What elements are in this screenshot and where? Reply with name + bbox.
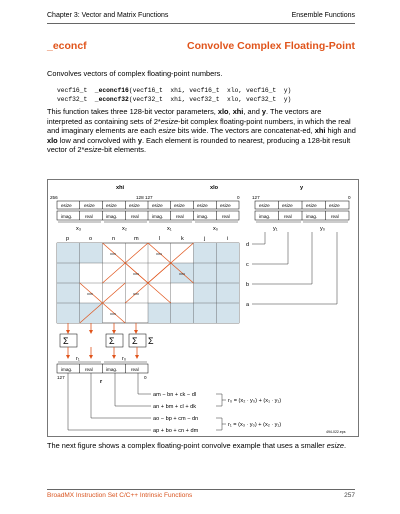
sigma-icon: Σ (63, 336, 69, 346)
bit-256: 256 (50, 195, 58, 200)
real-cell: real (85, 367, 93, 372)
r1-equation: r₁ = (x₃ ∙ y₀) + (x₂ ∙ y₁) (228, 422, 282, 428)
para-xhi: xhi (314, 126, 326, 135)
y-label: y (300, 185, 304, 191)
para-text: , and (243, 107, 262, 116)
col-letter: k (181, 236, 184, 242)
real-cell: real (176, 214, 184, 219)
page-number: 257 (344, 492, 355, 499)
result-bit-127: 127 (57, 375, 65, 380)
row-letter: c (246, 262, 249, 268)
para-y: y (137, 135, 142, 145)
col-letter: i (227, 236, 229, 242)
imag-cell: imag. (306, 214, 318, 219)
esize-cell: esize (84, 203, 95, 208)
description-paragraph (47, 107, 357, 155)
sigma-icon: Σ (148, 336, 154, 346)
sig1-args: (vecf16_t xhi, vecf16_t xlo, vecf16_t y) (128, 87, 292, 94)
para-text: low and convolved with (57, 135, 138, 145)
esize-cell: esize (259, 203, 270, 208)
r1-label: r₁ (76, 356, 80, 362)
col-letter: p (66, 236, 70, 242)
para-xlo: xlo (217, 107, 229, 116)
after-text: The next figure shows a complex floating-point convolve example that uses a smaller (47, 441, 327, 450)
product-grid (57, 243, 239, 323)
x0-label: x₀ (213, 226, 219, 232)
para-esize: esize (84, 145, 102, 154)
para-xlo: xlo (47, 135, 58, 145)
row-letter: d (246, 242, 250, 248)
r0-label: r₀ (122, 356, 127, 362)
imag-cell: imag. (61, 367, 73, 372)
sigma-icon: Σ (132, 336, 138, 346)
real-cell: real (85, 214, 93, 219)
para-esize: esize (158, 126, 176, 135)
column-letters (66, 236, 228, 242)
col-letter: m (134, 236, 139, 242)
header-rule (47, 23, 355, 24)
esize-cell: esize (174, 203, 185, 208)
intro-text: Convolves vectors of complex floating-point numbers. (47, 69, 223, 78)
esize-cell: esize (220, 203, 231, 208)
col-letter: l (159, 236, 161, 242)
para-text: . The vectors are interpreted as containing sets of 2* (47, 107, 322, 126)
y1-label: y₁ (273, 226, 278, 232)
para-esize: esize (160, 116, 179, 126)
x1-label: x₁ (167, 226, 172, 232)
para-xhi: xhi (232, 107, 244, 116)
footer-title: BroadMX Instruction Set C/C++ Intrinsic Functions (47, 492, 193, 499)
y-bit-127: 127 (252, 195, 260, 200)
function-title (47, 40, 355, 52)
para-text: , (228, 107, 233, 116)
sig1-fn: _econcf16 (94, 87, 129, 94)
equation: am − bn + ck − dl (153, 392, 197, 398)
convolve-figure (47, 179, 359, 437)
r0-equation: r₀ = (x₂ ∙ y₀) + (x₁ ∙ y₁) (228, 398, 282, 404)
para-text: . Each element is rounded to nearest, producing a 128-bit result vector of 2* (47, 135, 351, 154)
imag-cell: imag. (152, 214, 164, 219)
r-label: r (100, 379, 103, 385)
esize-cell: esize (106, 203, 117, 208)
row-letter: b (246, 282, 250, 288)
sig2-args: (vecf32_t xhi, vecf32_t xlo, vecf32_t y) (128, 96, 292, 103)
col-letter: n (112, 236, 116, 242)
figure-id: 494-022.eps (326, 430, 346, 434)
convolve-diagram (48, 180, 358, 436)
imag-cell: imag. (61, 214, 73, 219)
imag-cell: imag. (106, 367, 118, 372)
real-cell: real (131, 367, 139, 372)
sig1-return: vecf16_t (57, 87, 88, 94)
x-element-row (57, 211, 239, 220)
para-text: high and (325, 126, 356, 135)
result-bit-0: 0 (144, 375, 147, 380)
col-letter: j (204, 236, 206, 242)
para-text: -bit elements. (101, 145, 147, 154)
equation: ao − bp + cm − dn (153, 416, 199, 422)
closing-paragraph (47, 441, 357, 451)
para-text: bits wide. The vectors are concatenat-ed, (175, 126, 315, 135)
esize-cell: esize (129, 203, 140, 208)
equation: an + bm + cl + dk (153, 404, 197, 410)
equations (153, 392, 281, 434)
result-row (57, 364, 148, 373)
esize-cell: esize (329, 203, 340, 208)
header-section: Ensemble Functions (291, 12, 355, 19)
y-esize-row (255, 201, 349, 209)
real-cell: real (284, 214, 292, 219)
footer-rule (47, 489, 355, 490)
x-esize-row (57, 201, 239, 209)
y0-label: y₀ (320, 226, 326, 232)
sig2-return: vecf32_t (57, 96, 88, 103)
esize-cell: esize (152, 203, 163, 208)
sig2-fn: _econcf32 (94, 96, 129, 103)
sigma-icon: Σ (109, 336, 115, 346)
xhi-label: xhi (116, 185, 125, 191)
y-bit-0: 0 (348, 195, 351, 200)
col-letter: o (89, 236, 93, 242)
para-y: y (261, 107, 266, 116)
row-letters (246, 242, 250, 308)
after-text: . (344, 441, 347, 450)
imag-cell: imag. (106, 214, 118, 219)
esize-cell: esize (197, 203, 208, 208)
row-letter: a (246, 302, 250, 308)
after-esize: esize (326, 441, 345, 450)
page-footer (47, 492, 355, 499)
para-text: This function takes three 128-bit vector parameters, (47, 107, 218, 116)
imag-cell: imag. (197, 214, 209, 219)
sum-boxes (60, 334, 154, 347)
x2-label: x₂ (122, 226, 127, 232)
y-element-row (255, 211, 349, 220)
equation: ap + bo + cn + dm (153, 428, 199, 434)
xlo-label: xlo (210, 185, 219, 191)
esize-cell: esize (282, 203, 293, 208)
real-cell: real (131, 214, 139, 219)
imag-cell: imag. (259, 214, 271, 219)
function-description: Convolve Complex Floating-Point (186, 40, 355, 52)
real-cell: real (222, 214, 230, 219)
x3-label: x₃ (76, 226, 82, 232)
code-signatures (57, 86, 291, 104)
bit-0: 0 (237, 195, 240, 200)
esize-cell: esize (306, 203, 317, 208)
para-text: -bit complex floating-point numbers, in which the real and imaginary elements are each (47, 116, 351, 135)
real-cell: real (331, 214, 339, 219)
header-chapter: Chapter 3: Vector and Matrix Functions (47, 12, 169, 19)
esize-cell: esize (61, 203, 72, 208)
function-name: _econcf (47, 40, 87, 52)
bit-128: 128 127 (136, 195, 153, 200)
